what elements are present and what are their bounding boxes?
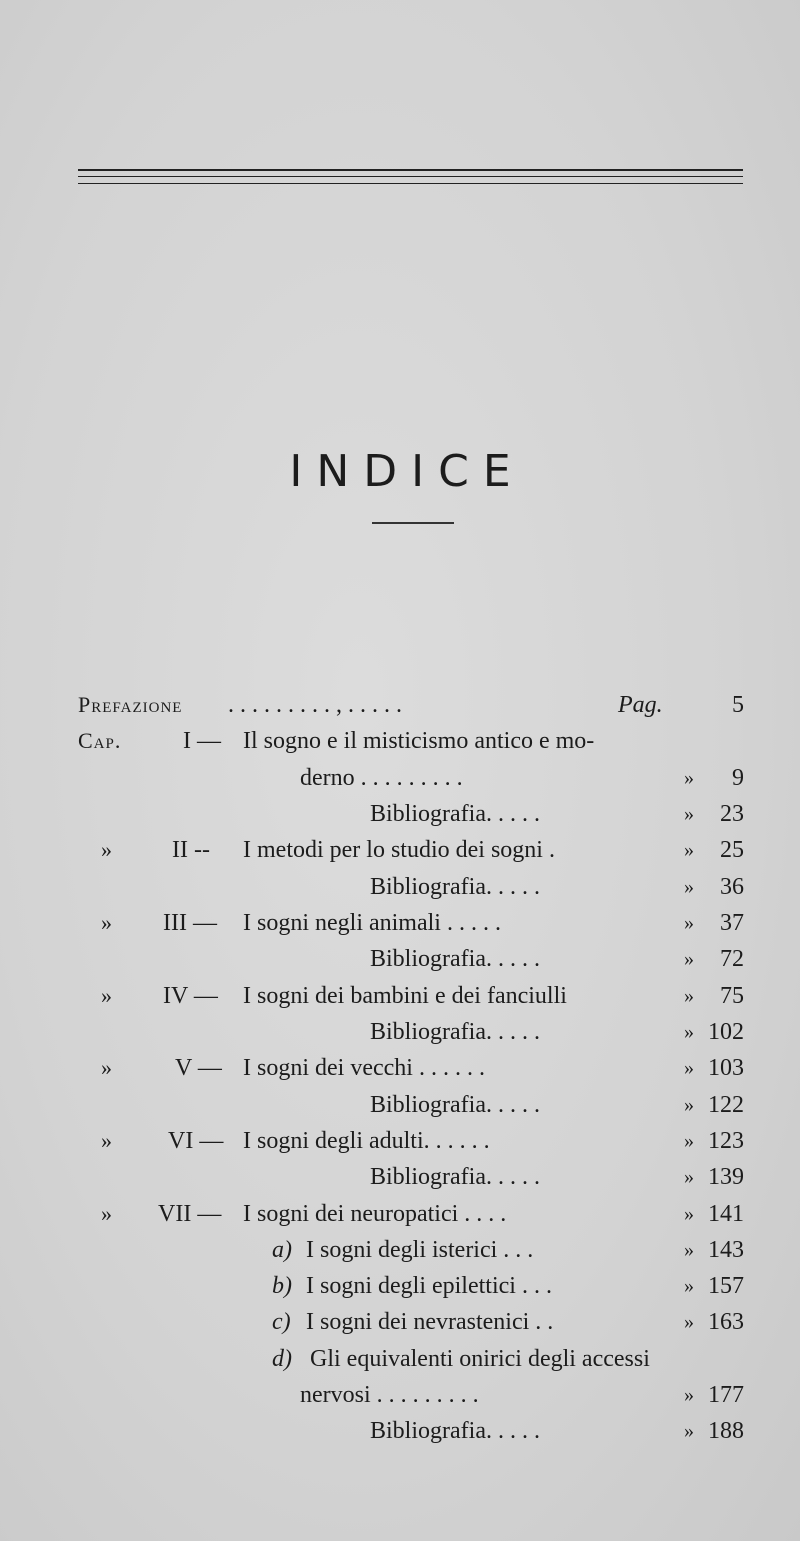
ditto-mark: »	[101, 837, 112, 862]
ditto-mark: »	[101, 983, 112, 1008]
toc-entry	[0, 942, 800, 976]
bibliography-label: Bibliografia. . . . .	[370, 1164, 540, 1190]
ditto-mark: »	[684, 1021, 694, 1043]
page-number: 122	[708, 1092, 744, 1118]
page-number: 141	[708, 1201, 744, 1227]
toc-entry	[0, 1160, 800, 1194]
page-number: 163	[708, 1309, 744, 1335]
toc-entry	[0, 833, 800, 867]
chapter-number: VII —	[158, 1201, 222, 1227]
page-number: 139	[708, 1164, 744, 1190]
bibliography-label: Bibliografia. . . . .	[370, 801, 540, 827]
subentry-letter: b)	[272, 1273, 292, 1299]
page-number: 123	[708, 1128, 744, 1154]
toc-entry	[0, 1051, 800, 1085]
chapter-title: I sogni degli adulti. . . . . .	[243, 1128, 490, 1154]
page-number: 103	[708, 1055, 744, 1081]
toc-entry	[0, 761, 800, 795]
chapter-number: VI —	[168, 1128, 224, 1154]
bibliography-label: Bibliografia. . . . .	[370, 1092, 540, 1118]
chapter-title: I sogni dei neuropatici . . . .	[243, 1201, 507, 1227]
page-number: 37	[720, 910, 744, 936]
page-number: 188	[708, 1418, 744, 1444]
toc-entry	[0, 1414, 800, 1448]
toc-entry	[0, 906, 800, 940]
toc-entry	[0, 1015, 800, 1049]
toc-entry	[0, 797, 800, 831]
chapter-title: Il sogno e il misticismo antico e mo-	[243, 728, 595, 754]
toc-entry	[0, 1088, 800, 1122]
cap-label: Cap.	[78, 728, 122, 753]
ditto-mark: »	[684, 1420, 694, 1442]
toc-preface	[78, 688, 744, 722]
page-number: 9	[732, 765, 744, 791]
ditto-mark: »	[684, 912, 694, 934]
chapter-title: I sogni dei vecchi . . . . . .	[243, 1055, 485, 1081]
bibliography-label: Bibliografia. . . . .	[370, 1019, 540, 1045]
ditto-mark: »	[684, 1239, 694, 1261]
chapter-title: I sogni dei bambini e dei fanciulli	[243, 983, 567, 1009]
ditto-mark: »	[684, 1166, 694, 1188]
chapter-number: III —	[163, 910, 217, 936]
preface-dots: . . . . . . . . . , . . . . .	[228, 692, 402, 718]
ditto-mark: »	[684, 948, 694, 970]
ditto-mark: »	[684, 876, 694, 898]
page-number: 25	[720, 837, 744, 863]
chapter-number: II --	[172, 837, 210, 863]
subentry-title: Gli equivalenti onirici degli accessi	[310, 1346, 650, 1372]
toc-subentry	[0, 1233, 800, 1267]
chapter-title: derno . . . . . . . . .	[300, 765, 463, 791]
subentry-title: nervosi . . . . . . . . .	[300, 1382, 479, 1408]
page-number: 143	[708, 1237, 744, 1263]
ditto-mark: »	[684, 1384, 694, 1406]
toc-entry	[0, 1124, 800, 1158]
page-number: 36	[720, 874, 744, 900]
ditto-mark: »	[684, 1057, 694, 1079]
ditto-mark: »	[684, 1094, 694, 1116]
ditto-mark: »	[684, 839, 694, 861]
page-number: 23	[720, 801, 744, 827]
page-number: 72	[720, 946, 744, 972]
ditto-mark: »	[101, 1201, 112, 1226]
page-number: 5	[732, 692, 744, 718]
toc-subentry	[0, 1342, 800, 1376]
toc-subentry	[0, 1378, 800, 1412]
preface-label: Prefazione	[78, 692, 183, 717]
ditto-mark: »	[684, 1275, 694, 1297]
subentry-title: I sogni degli epilettici . . .	[306, 1273, 552, 1299]
subentry-title: I sogni degli isterici . . .	[306, 1237, 534, 1263]
page-number: 75	[720, 983, 744, 1009]
ditto-mark: »	[684, 803, 694, 825]
bibliography-label: Bibliografia. . . . .	[370, 1418, 540, 1444]
chapter-title: I metodi per lo studio dei sogni .	[243, 837, 555, 863]
subentry-title: I sogni dei nevrastenici . .	[306, 1309, 554, 1335]
chapter-title: I sogni negli animali . . . . .	[243, 910, 501, 936]
toc-subentry	[0, 1305, 800, 1339]
ditto-mark: »	[684, 767, 694, 789]
subentry-letter: a)	[272, 1237, 292, 1263]
page-title: INDICE	[289, 446, 525, 497]
subentry-letter: d)	[272, 1346, 292, 1372]
ditto-mark: »	[101, 910, 112, 935]
ditto-mark: »	[684, 1130, 694, 1152]
toc-entry	[0, 979, 800, 1013]
ditto-mark: »	[684, 1311, 694, 1333]
bibliography-label: Bibliografia. . . . .	[370, 874, 540, 900]
bibliography-label: Bibliografia. . . . .	[370, 946, 540, 972]
chapter-number: V —	[175, 1055, 222, 1081]
ditto-mark: »	[101, 1128, 112, 1153]
page-number: 102	[708, 1019, 744, 1045]
ditto-mark: »	[684, 1203, 694, 1225]
page-number: 157	[708, 1273, 744, 1299]
ditto-mark: »	[101, 1055, 112, 1080]
toc-entry	[0, 724, 800, 758]
toc-entry	[0, 870, 800, 904]
toc-subentry	[0, 1269, 800, 1303]
pag-label: Pag.	[618, 692, 663, 718]
subentry-letter: c)	[272, 1309, 291, 1335]
ditto-mark: »	[684, 985, 694, 1007]
toc-entry	[0, 1197, 800, 1231]
chapter-number: IV —	[163, 983, 218, 1009]
page-number: 177	[708, 1382, 744, 1408]
chapter-number: I —	[183, 728, 221, 754]
